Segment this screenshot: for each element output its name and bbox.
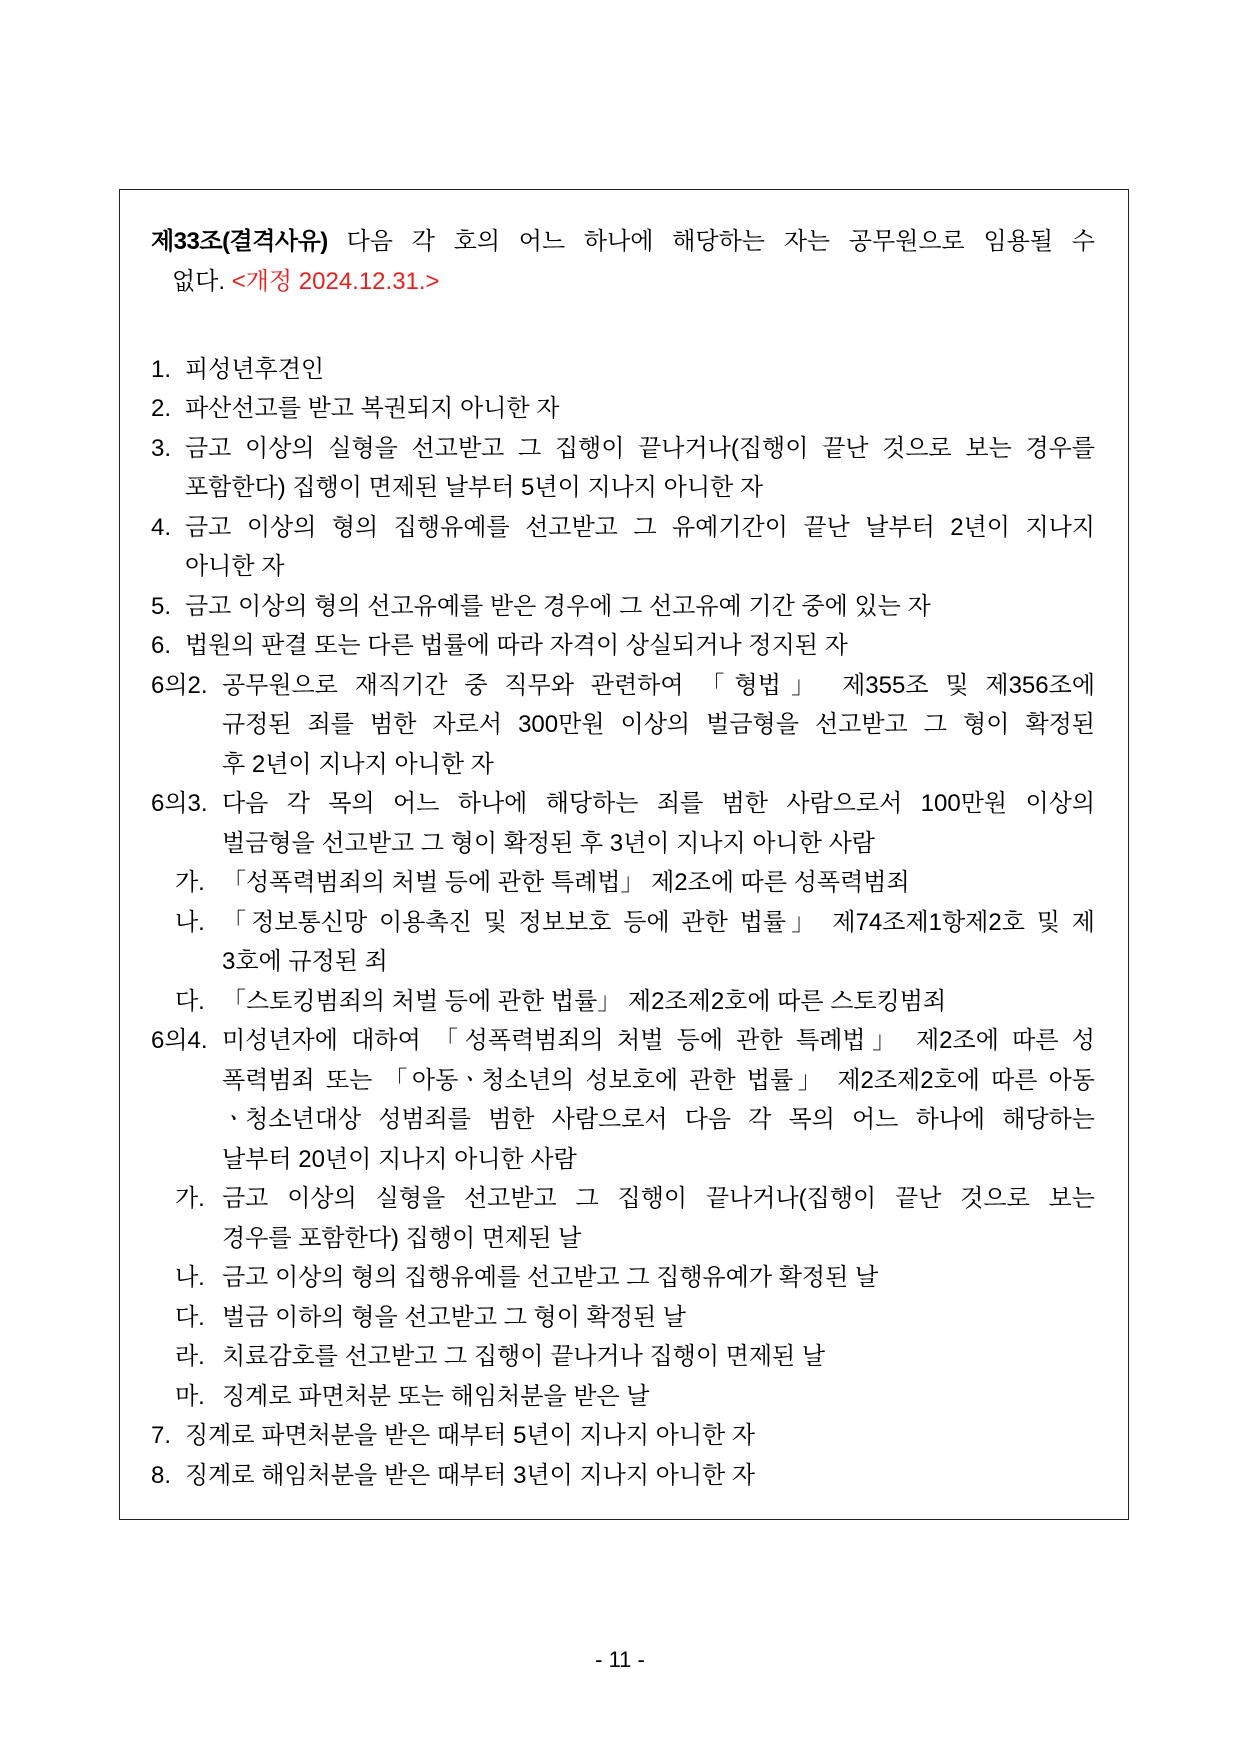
subitem-text xyxy=(222,1258,1095,1298)
item-line: 미성년자에 대하여 「성폭력범죄의 처벌 등에 관한 특례법」 제2조에 따른 성 xyxy=(222,1027,1095,1054)
item-number: 8. xyxy=(151,1461,172,1489)
subitem-6-3-na xyxy=(151,903,1095,982)
item-number: 3. xyxy=(151,434,172,462)
item-list xyxy=(151,350,1095,1496)
subitem-letter: 라. xyxy=(175,1343,205,1370)
item-6 xyxy=(151,626,1095,666)
item-text xyxy=(222,666,1095,785)
subitem-6-3-da xyxy=(151,982,1095,1022)
subitem-line: 벌금 이하의 형을 선고받고 그 형이 확정된 날 xyxy=(222,1303,686,1331)
item-line: 금고 이상의 형의 선고유예를 받은 경우에 그 선고유예 기간 중에 있는 자 xyxy=(185,592,931,620)
item-text xyxy=(185,587,1095,627)
item-line: 공무원으로 재직기간 중 직무와 관련하여 「형법」 제355조 및 제356조에 xyxy=(222,671,1095,699)
item-line: 피성년후견인 xyxy=(185,355,325,383)
item-text xyxy=(185,1416,1095,1456)
item-4 xyxy=(151,508,1095,587)
article-heading: 제33조(결격사유) xyxy=(151,228,328,255)
item-number: 6의4. xyxy=(151,1027,208,1054)
subitem-line: 금고 이상의 실형을 선고받고 그 집행이 끝나거나(집행이 끝난 것으로 보는 xyxy=(222,1185,1095,1212)
item-6-3 xyxy=(151,784,1095,863)
item-line: 징계로 해임처분을 받은 때부터 3년이 지나지 아니한 자 xyxy=(185,1461,756,1489)
subitem-letter: 가. xyxy=(175,869,205,896)
subitem-line: 치료감호를 선고받고 그 집행이 끝나거나 집행이 면제된 날 xyxy=(222,1343,826,1370)
item-number: 4. xyxy=(151,513,172,541)
item-line: 폭력범죄 또는 「아동ㆍ청소년의 성보호에 관한 법률」 제2조제2호에 따른 아동 xyxy=(222,1066,1095,1094)
item-line: 파산선고를 받고 복권되지 아니한 자 xyxy=(185,395,560,422)
item-8 xyxy=(151,1456,1095,1496)
item-text xyxy=(185,626,1095,666)
subitem-letter: 가. xyxy=(175,1185,205,1212)
article-intro-line-1 xyxy=(151,222,1095,262)
item-text xyxy=(222,784,1095,863)
article-intro-line-2 xyxy=(172,262,1095,302)
item-number: 7. xyxy=(151,1422,172,1449)
subitem-letter: 다. xyxy=(175,1303,205,1331)
item-7 xyxy=(151,1416,1095,1456)
item-line: ㆍ청소년대상 성범죄를 범한 사람으로서 다음 각 목의 어느 하나에 해당하는 xyxy=(222,1106,1095,1133)
subitem-text xyxy=(222,1377,1095,1417)
subitem-line: 「스토킹범죄의 처벌 등에 관한 법률」 제2조제2호에 따른 스토킹범죄 xyxy=(222,987,947,1015)
subitem-line: 「정보통신망 이용촉진 및 정보보호 등에 관한 법률」 제74조제1항제2호 및 제 xyxy=(222,908,1095,936)
subitem-6-3-ga xyxy=(151,863,1095,903)
subitem-line: 금고 이상의 형의 집행유예를 선고받고 그 집행유예가 확정된 날 xyxy=(222,1264,879,1291)
page-number: - 11 - xyxy=(595,1647,645,1672)
item-5 xyxy=(151,587,1095,627)
amendment-note: <개정 2024.12.31.> xyxy=(231,267,440,295)
subitem-text xyxy=(222,863,1095,903)
subitem-6-4-ga xyxy=(151,1179,1095,1258)
article-intro-text: 다음 각 호의 어느 하나에 해당하는 자는 공무원으로 임용될 수 xyxy=(346,228,1095,255)
item-3 xyxy=(151,429,1095,508)
item-line: 법원의 판결 또는 다른 법률에 따라 자격이 상실되거나 정지된 자 xyxy=(185,632,848,659)
subitem-letter: 나. xyxy=(175,908,205,936)
subitem-6-4-na xyxy=(151,1258,1095,1298)
subitem-line: 「성폭력범죄의 처벌 등에 관한 특례법」 제2조에 따른 성폭력범죄 xyxy=(222,869,910,896)
subitem-text xyxy=(222,1337,1095,1377)
item-1 xyxy=(151,350,1095,390)
item-number: 5. xyxy=(151,592,172,620)
item-line: 포함한다) 집행이 면제된 날부터 5년이 지나지 아니한 자 xyxy=(185,474,764,501)
subitem-text xyxy=(222,903,1095,982)
item-line: 금고 이상의 실형을 선고받고 그 집행이 끝나거나(집행이 끝난 것으로 보는 경우를 xyxy=(185,434,1095,462)
item-text xyxy=(185,389,1095,429)
item-number: 2. xyxy=(151,395,172,422)
subitem-letter: 마. xyxy=(175,1382,205,1410)
subitem-6-4-ma xyxy=(151,1377,1095,1417)
item-line: 징계로 파면처분을 받은 때부터 5년이 지나지 아니한 자 xyxy=(185,1422,756,1449)
item-line: 규정된 죄를 범한 자로서 300만원 이상의 벌금형을 선고받고 그 형이 확정된 xyxy=(222,711,1095,738)
subitem-text xyxy=(222,982,1095,1022)
item-number: 6의3. xyxy=(151,790,208,817)
item-line: 다음 각 목의 어느 하나에 해당하는 죄를 범한 사람으로서 100만원 이상의 xyxy=(222,790,1095,817)
item-2 xyxy=(151,389,1095,429)
item-number: 6의2. xyxy=(151,671,208,699)
article-box xyxy=(119,189,1129,1520)
subitem-line: 징계로 파면처분 또는 해임처분을 받은 날 xyxy=(222,1382,650,1410)
article-intro-text-end: 없다. xyxy=(172,267,226,295)
item-number: 1. xyxy=(151,355,172,383)
subitem-6-4-ra xyxy=(151,1337,1095,1377)
subitem-line: 경우를 포함한다) 집행이 면제된 날 xyxy=(222,1224,582,1252)
item-line: 벌금형을 선고받고 그 형이 확정된 후 3년이 지나지 아니한 사람 xyxy=(222,829,875,857)
item-line: 후 2년이 지나지 아니한 자 xyxy=(222,750,494,778)
item-6-4 xyxy=(151,1021,1095,1179)
subitem-6-4-da xyxy=(151,1298,1095,1338)
item-6-2 xyxy=(151,666,1095,785)
item-line: 아니한 자 xyxy=(185,553,285,580)
item-line: 날부터 20년이 지나지 아니한 사람 xyxy=(222,1145,577,1173)
item-number: 6. xyxy=(151,632,172,659)
item-line: 금고 이상의 형의 집행유예를 선고받고 그 유예기간이 끝난 날부터 2년이 지나지 xyxy=(185,513,1095,541)
subitem-text xyxy=(222,1298,1095,1338)
item-text xyxy=(185,429,1095,508)
item-text xyxy=(185,508,1095,587)
item-text xyxy=(185,350,1095,390)
subitem-text xyxy=(222,1179,1095,1258)
item-text xyxy=(185,1456,1095,1496)
item-text xyxy=(222,1021,1095,1179)
subitem-line: 3호에 규정된 죄 xyxy=(222,948,388,975)
subitem-letter: 나. xyxy=(175,1264,205,1291)
subitem-letter: 다. xyxy=(175,987,205,1015)
